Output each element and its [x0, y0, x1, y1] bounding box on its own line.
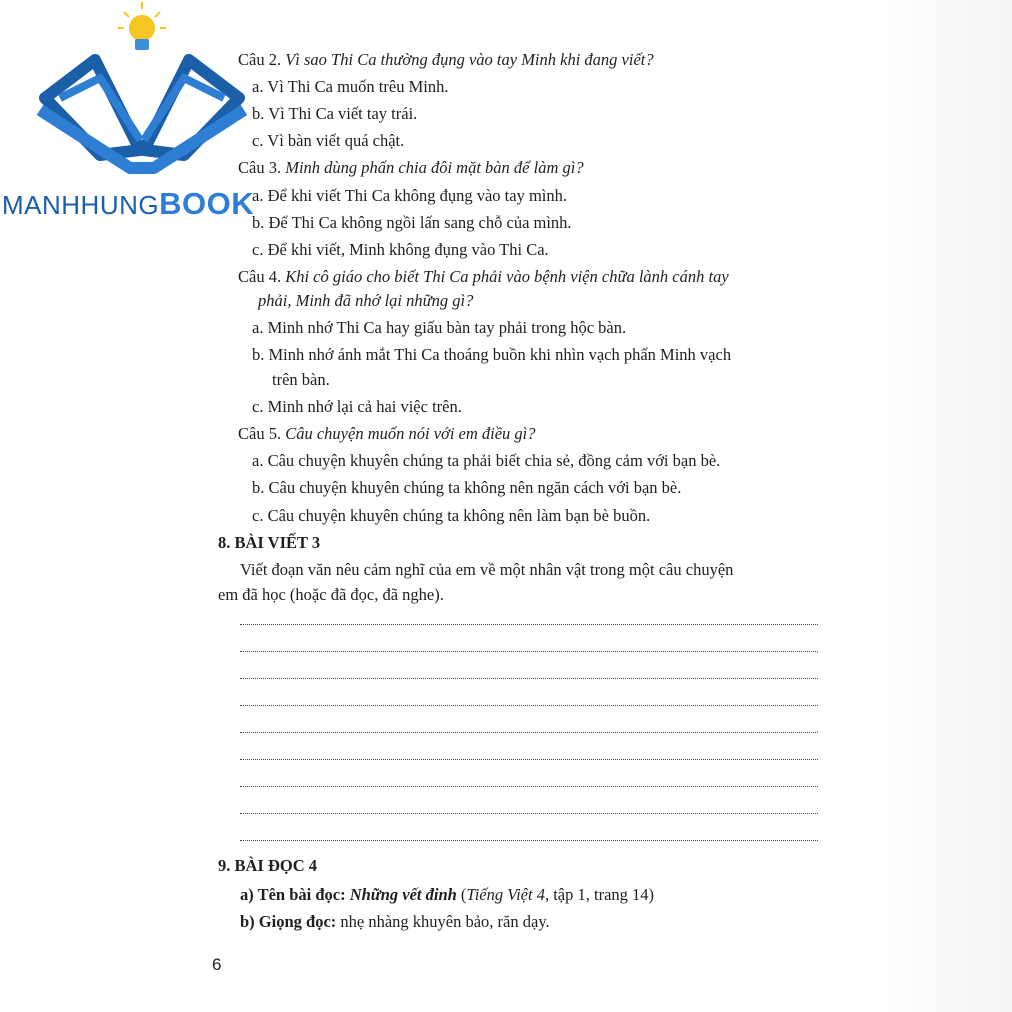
- option-item: c. Minh nhớ lại cả hai việc trên.: [252, 397, 462, 416]
- brand-wordmark: [2, 186, 254, 222]
- section-8-prompt: Viết đoạn văn nêu cảm nghĩ của em về một nhân vật trong một câu chuyện: [240, 560, 734, 579]
- reading-voice-text: nhẹ nhàng khuyên bảo, răn dạy.: [336, 912, 550, 931]
- question-label: Câu 4.: [238, 267, 282, 286]
- lightbulb-icon: [118, 2, 166, 50]
- open-book-icon: [40, 60, 244, 168]
- question-label: Câu 3.: [238, 158, 282, 177]
- question-text: Vì sao Thi Ca thường đụng vào tay Minh khi đang viết?: [285, 50, 654, 69]
- option-item: a. Câu chuyện khuyên chúng ta phải biết chia sẻ, đồng cảm với bạn bè.: [252, 451, 721, 470]
- option-item: a. Minh nhớ Thi Ca hay giấu bàn tay phải trong hộc bàn.: [252, 318, 627, 337]
- question-text: Khi cô giáo cho biết Thi Ca phải vào bệnh viện chữa lành cánh tay: [285, 267, 729, 286]
- reading-title: Những vết đinh: [349, 885, 457, 904]
- question-5: [238, 424, 536, 444]
- option-item: c. Vì bàn viết quá chật.: [252, 131, 405, 150]
- brand-wordmark-part1: MANHHUNG: [2, 190, 160, 220]
- option-item: b. Câu chuyện khuyên chúng ta không nên ngăn cách với bạn bè.: [252, 478, 682, 497]
- question-4: [238, 267, 729, 287]
- writing-line[interactable]: [240, 705, 818, 706]
- option-item: a. Vì Thi Ca muốn trêu Minh.: [252, 77, 449, 96]
- reading-voice-line: [240, 912, 550, 932]
- writing-line[interactable]: [240, 759, 818, 760]
- page-edge-shadow: [882, 0, 1012, 1012]
- writing-line[interactable]: [240, 786, 818, 787]
- question-label: Câu 5.: [238, 424, 282, 443]
- writing-line[interactable]: [240, 651, 818, 652]
- question-text: Câu chuyện muốn nói với em điều gì?: [285, 424, 536, 443]
- section-8-heading: 8. BÀI VIẾT 3: [218, 533, 321, 552]
- writing-line[interactable]: [240, 624, 818, 625]
- reading-voice-label: b) Giọng đọc:: [240, 912, 337, 931]
- reading-title-label: a) Tên bài đọc:: [240, 885, 346, 904]
- brand-wordmark-part2: BOOK: [159, 186, 255, 221]
- question-2: [238, 50, 654, 70]
- question-text-continued: phải, Minh đã nhớ lại những gì?: [258, 291, 474, 310]
- option-item: b. Vì Thi Ca viết tay trái.: [252, 104, 418, 123]
- option-item: a. Để khi viết Thi Ca không đụng vào tay mình.: [252, 186, 567, 205]
- page-number: 6: [212, 955, 222, 974]
- question-text: Minh dùng phấn chia đôi mặt bàn để làm gì?: [285, 158, 584, 177]
- option-item: b. Minh nhớ ánh mắt Thi Ca thoáng buồn khi nhìn vạch phấn Minh vạch: [252, 345, 732, 364]
- reading-source-detail: , tập 1, trang 14): [544, 885, 655, 904]
- option-item-continued: trên bàn.: [272, 370, 330, 389]
- writing-line[interactable]: [240, 678, 818, 679]
- option-item: b. Để Thi Ca không ngồi lấn sang chỗ của mình.: [252, 213, 572, 232]
- reading-source-book: Tiếng Việt 4: [466, 885, 545, 904]
- option-item: c. Để khi viết, Minh không đụng vào Thi Ca.: [252, 240, 549, 259]
- writing-line[interactable]: [240, 840, 818, 841]
- question-label: Câu 2.: [238, 50, 282, 69]
- reading-source-open: (: [456, 885, 467, 904]
- writing-line[interactable]: [240, 813, 818, 814]
- reading-title-line: [240, 885, 654, 905]
- option-item: c. Câu chuyện khuyên chúng ta không nên làm bạn bè buồn.: [252, 506, 651, 525]
- question-3: [238, 158, 584, 178]
- writing-line[interactable]: [240, 732, 818, 733]
- section-8-prompt-continued: em đã học (hoặc đã đọc, đã nghe).: [218, 585, 444, 604]
- section-9-heading: 9. BÀI ĐỌC 4: [218, 856, 318, 875]
